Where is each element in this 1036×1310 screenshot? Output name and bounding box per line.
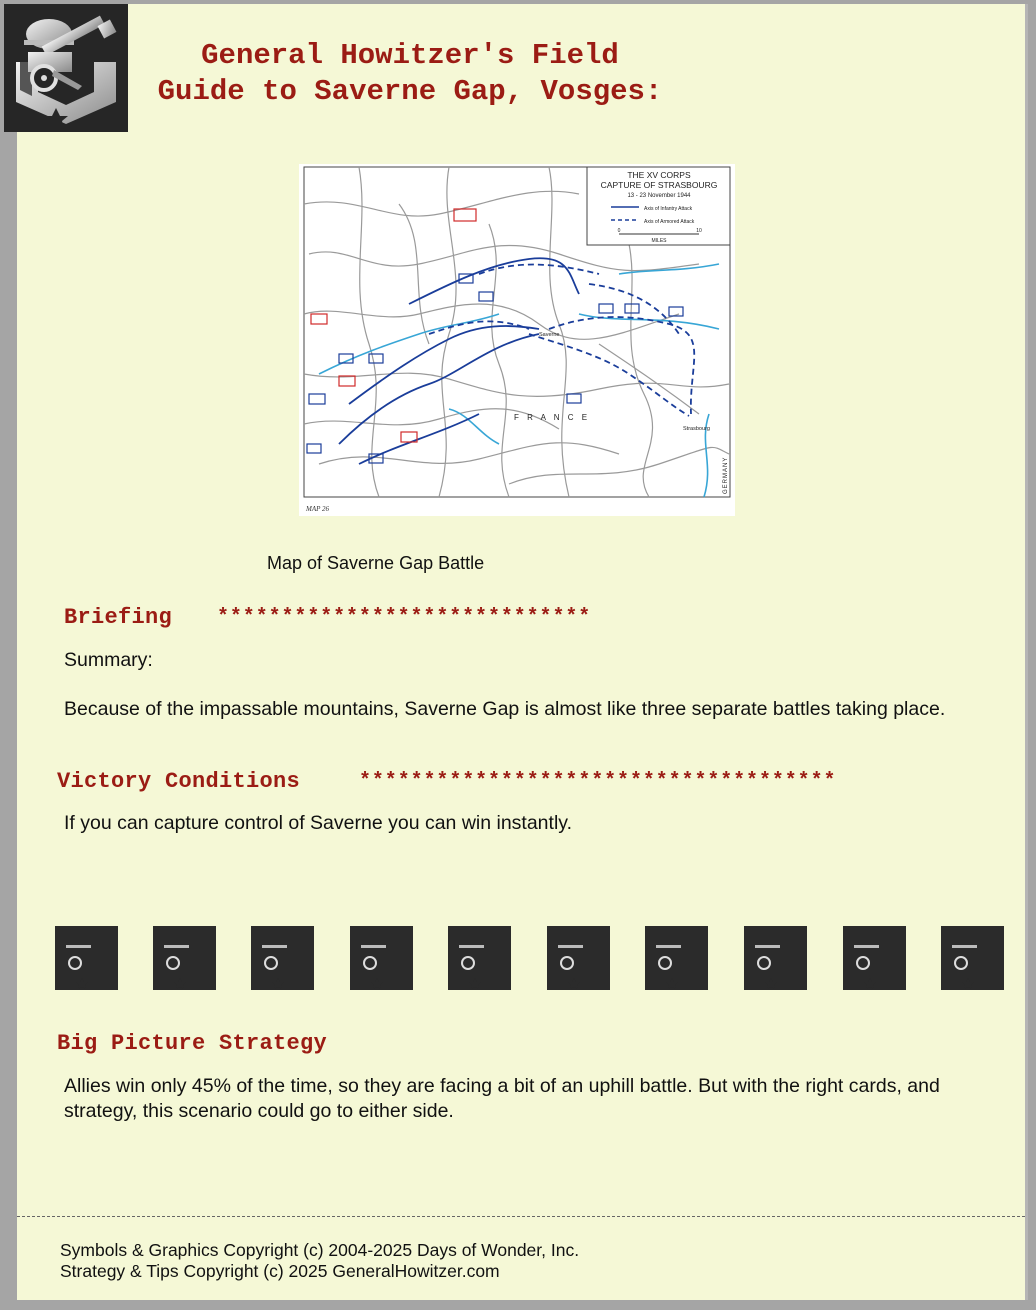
- howitzer-badge-icon: [744, 926, 807, 990]
- map-legend-dates: 13 - 23 November 1944: [627, 193, 691, 199]
- victory-heading: Victory Conditions: [57, 769, 301, 794]
- summary-text: Because of the impassable mountains, Saverne Gap is almost like three separate battles taking place.: [64, 698, 946, 720]
- howitzer-badge-icon: [350, 926, 413, 990]
- page-title: [130, 38, 690, 110]
- right-frame-line: [1025, 4, 1028, 1300]
- battle-map: [299, 164, 735, 516]
- medal-row: [55, 926, 1007, 990]
- map-label-germany: GERMANY: [723, 456, 729, 494]
- left-frame-bar: [4, 4, 17, 1300]
- briefing-heading: Briefing: [64, 605, 173, 630]
- map-label-france: F R A N C E: [514, 413, 591, 422]
- strategy-heading: Big Picture Strategy: [57, 1031, 328, 1056]
- general-howitzer-logo-icon: [4, 4, 128, 132]
- howitzer-badge-icon: [153, 926, 216, 990]
- victory-stars: *************************************: [359, 770, 837, 793]
- howitzer-badge-icon: [843, 926, 906, 990]
- map-legend-title-2: CAPTURE OF STRASBOURG: [600, 180, 718, 190]
- map-legend-title-1: THE XV CORPS: [627, 170, 691, 180]
- title-line-1: General Howitzer's Field: [201, 39, 619, 72]
- summary-label: Summary:: [64, 649, 153, 671]
- map-label-strasbourg: Strasbourg: [683, 426, 710, 432]
- map-caption: Map of Saverne Gap Battle: [267, 553, 485, 573]
- map-legend-infantry: Axis of Infantry Attack: [644, 206, 693, 212]
- map-legend-miles: MILES: [651, 238, 667, 244]
- howitzer-badge-icon: [55, 926, 118, 990]
- map-legend-armored: Axis of Armored Attack: [644, 219, 695, 225]
- howitzer-badge-icon: [645, 926, 708, 990]
- footer-copyright-strategy: Strategy & Tips Copyright (c) 2025 GeneralHowitzer.com: [60, 1261, 500, 1281]
- map-label-saverne: Saverne: [539, 332, 560, 338]
- strategy-text: Allies win only 45% of the time, so they are facing a bit of an uphill battle. But with the right cards, and strategy, this scenario could go to either side.: [64, 1075, 940, 1122]
- howitzer-badge-icon: [547, 926, 610, 990]
- howitzer-badge-icon: [251, 926, 314, 990]
- howitzer-badge-icon: [448, 926, 511, 990]
- map-label-number: MAP 26: [306, 505, 330, 513]
- briefing-stars: *****************************: [217, 606, 592, 629]
- map-scale-10: 10: [696, 228, 702, 234]
- howitzer-badge-icon: [941, 926, 1004, 990]
- footer-copyright-graphics: Symbols & Graphics Copyright (c) 2004-2025 Days of Wonder, Inc.: [60, 1240, 580, 1260]
- victory-text: If you can capture control of Saverne you can win instantly.: [64, 812, 572, 834]
- title-line-2: Guide to Saverne Gap, Vosges:: [157, 75, 663, 108]
- map-scale-0: 0: [617, 228, 621, 234]
- footer-divider: [17, 1216, 1025, 1217]
